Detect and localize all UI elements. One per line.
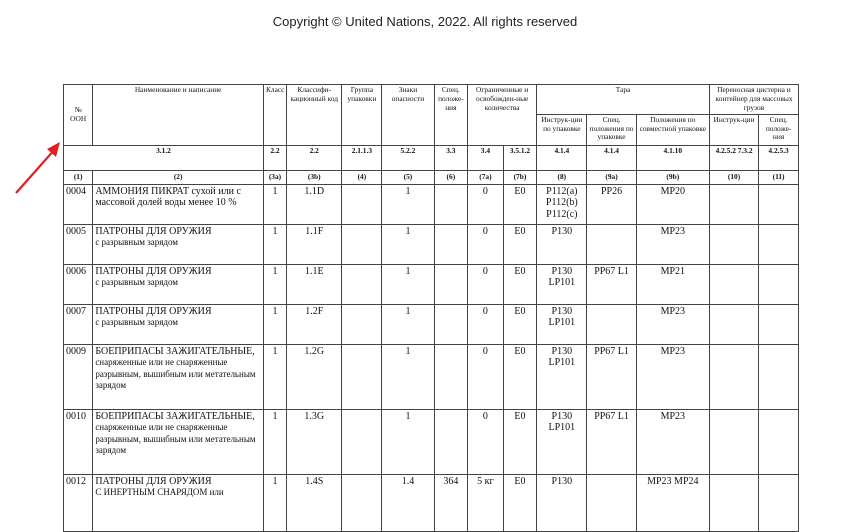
eq-cell: E0 (503, 474, 537, 531)
spp-cell: PP67 L1 (587, 409, 636, 474)
header-packing-instructions: Инструк-ции по упаковке (537, 114, 587, 145)
table-row (64, 264, 799, 304)
header-tank-special: Спец. положе-ния (759, 114, 799, 145)
name-main: ПАТРОНЫ ДЛЯ ОРУЖИЯ (95, 265, 212, 277)
class-cell: 1 (263, 264, 286, 304)
substance-name (93, 264, 264, 304)
col-num: (1) (64, 170, 93, 184)
un-number: 0004 (64, 184, 93, 224)
lq-cell: 0 (468, 344, 504, 409)
col-num: (10) (709, 170, 758, 184)
ref-cell: 5.2.2 (382, 145, 434, 170)
header-un-number: № ООН (64, 85, 93, 146)
name-sub: с разрывным зарядом (95, 277, 179, 288)
name-main: БОЕПРИПАСЫ ЗАЖИГАТЕЛЬНЫЕ, (95, 410, 255, 422)
lq-cell: 0 (468, 224, 504, 264)
name-sub: снаряженные или не снаряженные разрывным, вышибным или метательным зарядом (95, 422, 256, 456)
ti-cell (709, 224, 758, 264)
col-num: (6) (434, 170, 468, 184)
ti-cell (709, 184, 758, 224)
label-cell: 1 (382, 224, 434, 264)
eq-cell: E0 (503, 304, 537, 344)
ts-cell (759, 264, 799, 304)
col-num: (11) (759, 170, 799, 184)
pi-cell: P130 (537, 224, 587, 264)
ref-cell: 2.1.1.3 (342, 145, 382, 170)
un-number: 0010 (64, 409, 93, 474)
ts-cell (759, 304, 799, 344)
class-cell: 1 (263, 304, 286, 344)
red-arrow-annotation (12, 138, 64, 198)
table-row (64, 224, 799, 264)
un-number: 0006 (64, 264, 93, 304)
spp-cell (587, 224, 636, 264)
table-row (64, 304, 799, 344)
ref-cell: 4.1.10 (636, 145, 709, 170)
mp-cell: MP20 (636, 184, 709, 224)
col-num: (5) (382, 170, 434, 184)
name-sub: с разрывным зарядом (95, 237, 179, 248)
header-tank-group: Переносная цистерна и контейнер для массовых грузов (709, 85, 798, 115)
code-cell: 1.2G (287, 344, 342, 409)
ts-cell (759, 409, 799, 474)
name-main: ПАТРОНЫ ДЛЯ ОРУЖИЯ (95, 475, 212, 487)
col-num: (3b) (287, 170, 342, 184)
ts-cell (759, 344, 799, 409)
pg-cell (342, 184, 382, 224)
ref-cell: 2.2 (263, 145, 286, 170)
col-num: (9b) (636, 170, 709, 184)
pi-cell: P130 LP101 (537, 344, 587, 409)
table-row (64, 344, 799, 409)
label-cell: 1 (382, 409, 434, 474)
ti-cell (709, 344, 758, 409)
sp-cell (434, 304, 468, 344)
spp-cell: PP26 (587, 184, 636, 224)
eq-cell: E0 (503, 224, 537, 264)
substance-name (93, 409, 264, 474)
spp-cell (587, 304, 636, 344)
code-cell: 1.2F (287, 304, 342, 344)
mp-cell: MP23 (636, 409, 709, 474)
ti-cell (709, 474, 758, 531)
pg-cell (342, 224, 382, 264)
mp-cell: MP21 (636, 264, 709, 304)
sp-cell (434, 184, 468, 224)
ref-cell: 2.2 (287, 145, 342, 170)
col-num: (4) (342, 170, 382, 184)
pg-cell (342, 474, 382, 531)
lq-cell: 0 (468, 264, 504, 304)
pi-cell: P130 LP101 (537, 264, 587, 304)
name-sub: с разрывным зарядом (95, 317, 179, 328)
pi-cell: P130 (537, 474, 587, 531)
eq-cell: E0 (503, 184, 537, 224)
header-mixed-packing: Положения по совместной упаковке (636, 114, 709, 145)
header-name: Наименование и написание (93, 85, 264, 146)
sp-cell (434, 224, 468, 264)
col-num: (9a) (587, 170, 636, 184)
table-row (64, 474, 799, 531)
eq-cell: E0 (503, 409, 537, 474)
ref-cell: 4.2.5.2 7.3.2 (709, 145, 758, 170)
sp-cell (434, 344, 468, 409)
header-labels: Знаки опасности (382, 85, 434, 146)
pi-cell: P130 LP101 (537, 409, 587, 474)
ref-cell: 3.5.1.2 (503, 145, 537, 170)
class-cell: 1 (263, 409, 286, 474)
code-cell: 1.4S (287, 474, 342, 531)
substance-name (93, 224, 264, 264)
table-row (64, 409, 799, 474)
class-cell: 1 (263, 344, 286, 409)
dangerous-goods-table (63, 84, 799, 532)
ref-cell: 4.1.4 (587, 145, 636, 170)
header-limited-excepted: Ограниченные и освобожден-ные количества (468, 85, 537, 146)
substance-name (93, 344, 264, 409)
sp-cell (434, 264, 468, 304)
un-number: 0007 (64, 304, 93, 344)
spp-cell: PP67 L1 (587, 264, 636, 304)
code-cell: 1.3G (287, 409, 342, 474)
code-cell: 1.1D (287, 184, 342, 224)
code-cell: 1.1E (287, 264, 342, 304)
copyright-notice: Copyright © United Nations, 2022. All rights reserved (272, 14, 578, 29)
ts-cell (759, 224, 799, 264)
un-number: 0012 (64, 474, 93, 531)
header-packing-group: Группа упаковки (342, 85, 382, 146)
ti-cell (709, 264, 758, 304)
name-main: АММОНИЯ ПИКРАТ сухой или с массовой долей воды менее 10 % (95, 185, 241, 209)
name-main: ПАТРОНЫ ДЛЯ ОРУЖИЯ (95, 225, 212, 237)
label-cell: 1 (382, 184, 434, 224)
header-packaging-group: Тара (537, 85, 710, 115)
col-num: (2) (93, 170, 264, 184)
substance-name (93, 474, 264, 531)
name-sub: снаряженные или не снаряженные разрывным, вышибным или метательным зарядом (95, 357, 256, 391)
label-cell: 1 (382, 304, 434, 344)
ts-cell (759, 184, 799, 224)
pg-cell (342, 304, 382, 344)
mp-cell: MP23 (636, 304, 709, 344)
eq-cell: E0 (503, 264, 537, 304)
label-cell: 1 (382, 344, 434, 409)
un-number: 0009 (64, 344, 93, 409)
header-special-packing: Спец. положения по упаковке (587, 114, 636, 145)
ref-cell: 4.1.4 (537, 145, 587, 170)
lq-cell: 5 кг (468, 474, 504, 531)
label-cell: 1 (382, 264, 434, 304)
ti-cell (709, 409, 758, 474)
code-cell: 1.1F (287, 224, 342, 264)
label-cell: 1.4 (382, 474, 434, 531)
lq-cell: 0 (468, 184, 504, 224)
spp-cell: PP67 L1 (587, 344, 636, 409)
mp-cell: MP23 MP24 (636, 474, 709, 531)
header-special-provisions: Спец. положе-ния (434, 85, 468, 146)
lq-cell: 0 (468, 409, 504, 474)
ref-cell: 3.1.2 (64, 145, 264, 170)
substance-name (93, 184, 264, 224)
eq-cell: E0 (503, 344, 537, 409)
mp-cell: MP23 (636, 224, 709, 264)
table-row (64, 184, 799, 224)
class-cell: 1 (263, 474, 286, 531)
name-sub: С ИНЕРТНЫМ СНАРЯДОМ или (95, 487, 224, 498)
header-tank-instructions: Инструк-ции (709, 114, 758, 145)
class-cell: 1 (263, 184, 286, 224)
pg-cell (342, 264, 382, 304)
ref-cell: 4.2.5.3 (759, 145, 799, 170)
ref-cell: 3.4 (468, 145, 504, 170)
ref-cell: 3.3 (434, 145, 468, 170)
header-classification-code: Классифи-кационный код (287, 85, 342, 146)
mp-cell: MP23 (636, 344, 709, 409)
un-number: 0005 (64, 224, 93, 264)
name-main: ПАТРОНЫ ДЛЯ ОРУЖИЯ (95, 305, 212, 317)
ts-cell (759, 474, 799, 531)
lq-cell: 0 (468, 304, 504, 344)
sp-cell (434, 409, 468, 474)
pg-cell (342, 344, 382, 409)
col-num: (7b) (503, 170, 537, 184)
col-num: (3a) (263, 170, 286, 184)
header-class: Класс (263, 85, 286, 146)
pg-cell (342, 409, 382, 474)
pi-cell: P112(a) P112(b) P112(c) (537, 184, 587, 224)
class-cell: 1 (263, 224, 286, 264)
substance-name (93, 304, 264, 344)
name-main: БОЕПРИПАСЫ ЗАЖИГАТЕЛЬНЫЕ, (95, 345, 255, 357)
pi-cell: P130 LP101 (537, 304, 587, 344)
ti-cell (709, 304, 758, 344)
spp-cell (587, 474, 636, 531)
sp-cell: 364 (434, 474, 468, 531)
col-num: (7a) (468, 170, 504, 184)
col-num: (8) (537, 170, 587, 184)
